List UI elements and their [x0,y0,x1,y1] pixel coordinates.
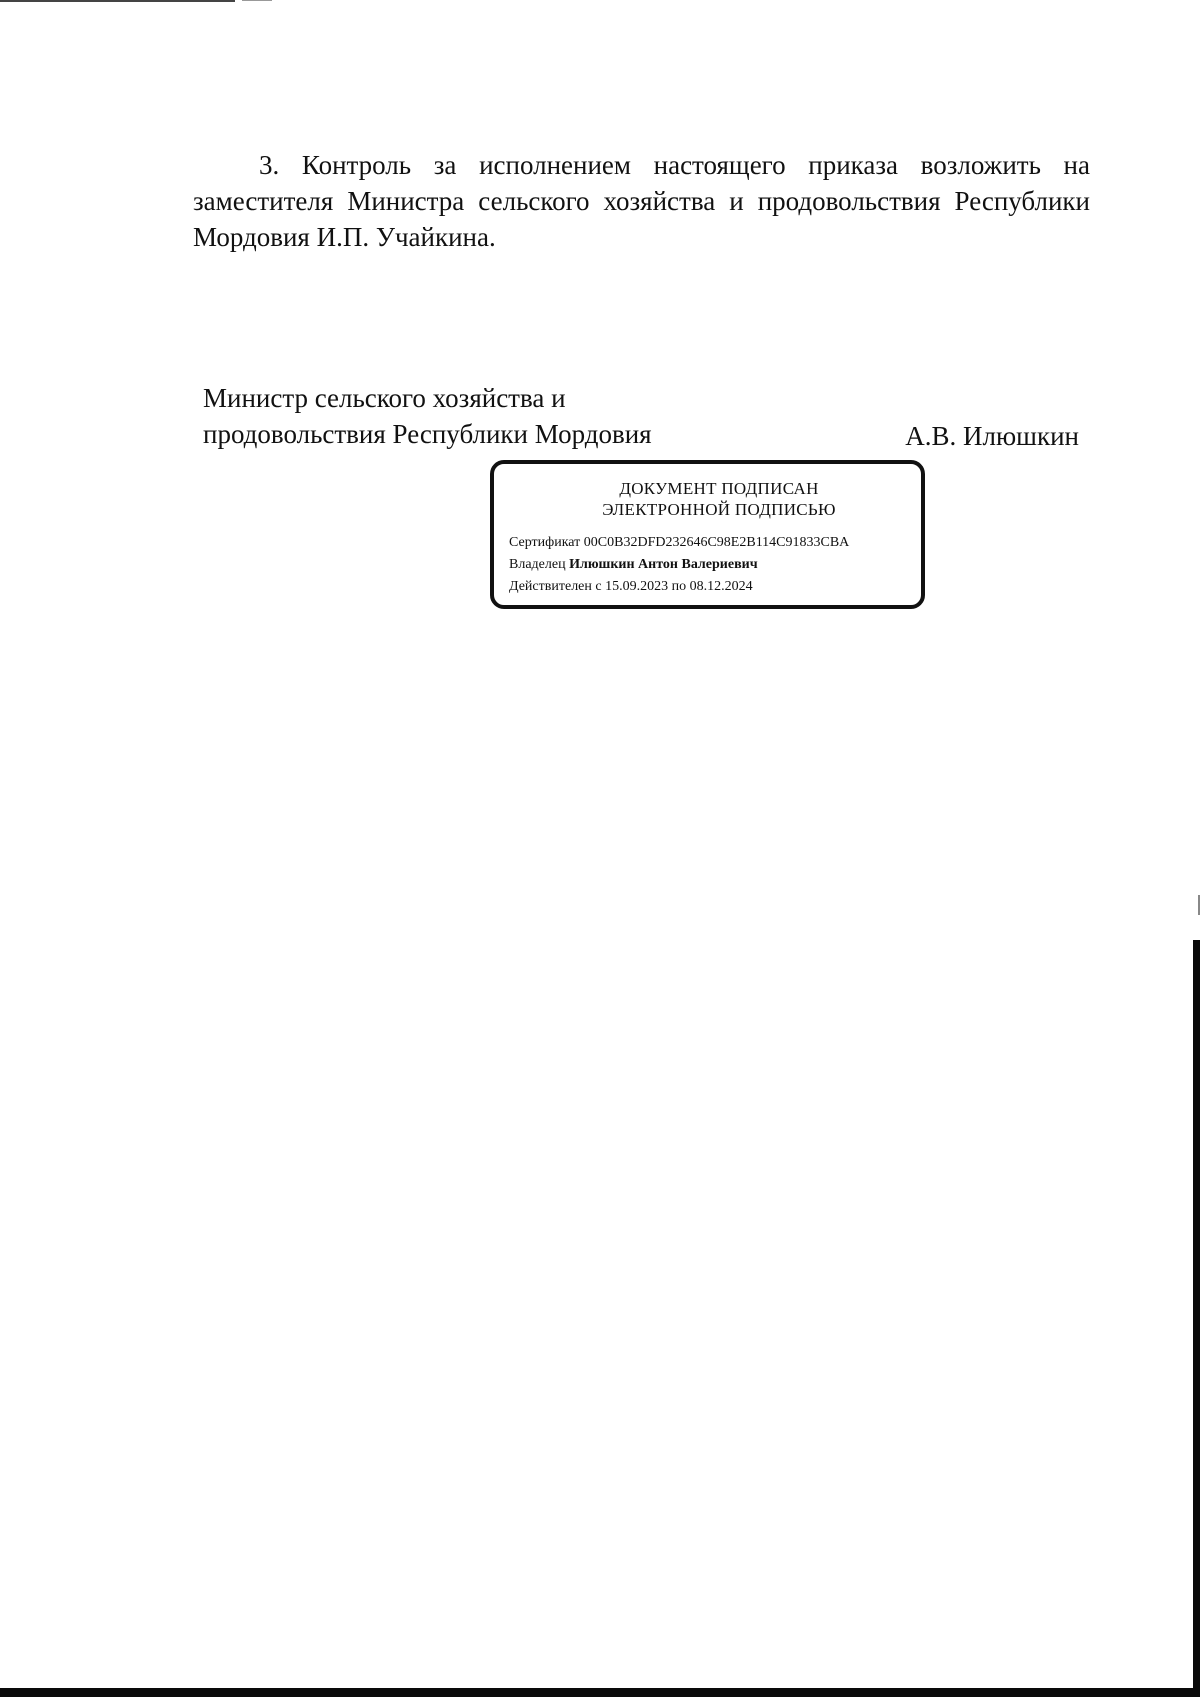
stamp-title-line1: ДОКУМЕНТ ПОДПИСАН [619,479,819,498]
stamp-valid-to: 08.12.2024 [689,579,753,594]
stamp-title [529,478,909,520]
stamp-validity-line [509,576,909,598]
stamp-title-line2: ЭЛЕКТРОННОЙ ПОДПИСЬЮ [602,500,836,519]
stamp-valid-from-prefix: с [595,579,602,594]
order-paragraph-3: 3. Контроль за исполнением настоящего приказа возложить на заместителя Министра сельского хозяйства и продовольствия Республики Мордовия И.П. Учайкина. [193,150,1090,252]
scan-artifact-bottom-edge [0,1688,1200,1697]
stamp-owner-label: Владелец [509,557,566,572]
stamp-owner-line [509,554,909,576]
stamp-valid-from: 15.09.2023 [605,579,669,594]
electronic-signature-stamp [490,460,925,609]
stamp-certificate-value: 00C0B32DFD232646C98E2B114C91833CBA [583,535,850,550]
stamp-certificate-line [509,532,909,554]
signer-position-line2: продовольствия Республики Мордовия [203,419,652,449]
stamp-details [509,532,909,598]
stamp-certificate-label: Сертификат [509,535,581,550]
signer-name: А.В. Илюшкин [905,421,1079,451]
scan-artifact-top [0,0,235,2]
signer-position-line1: Министр сельского хозяйства и [203,383,566,413]
stamp-valid-label: Действителен [509,579,592,594]
stamp-valid-to-prefix: по [671,579,687,594]
signature-block [203,380,1083,452]
scan-artifact-right-edge [1193,940,1200,1697]
scan-artifact-top-short [242,0,272,1]
signer-position [203,380,723,452]
stamp-owner-value: Илюшкин Антон Валериевич [569,557,758,572]
